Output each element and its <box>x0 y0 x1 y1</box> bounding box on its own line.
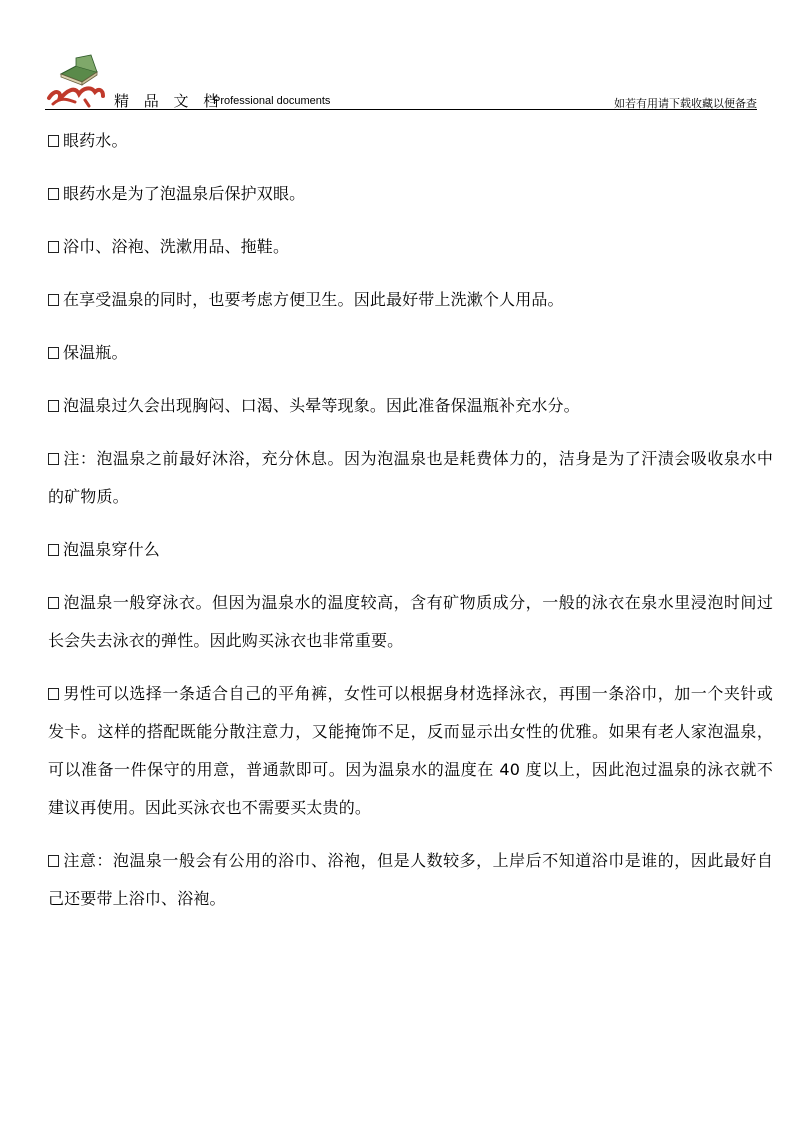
paragraph-text: 眼药水是为了泡温泉后保护双眼。 <box>63 184 306 203</box>
document-body <box>48 122 773 933</box>
paragraph-text: 注意：泡温泉一般会有公用的浴巾、浴袍，但是人数较多，上岸后不知道浴巾是谁的，因此最好自己还要带上浴巾、浴袍。 <box>48 851 773 908</box>
paragraph <box>48 675 773 827</box>
checkbox-glyph-icon <box>48 241 59 253</box>
checkbox-glyph-icon <box>48 597 59 609</box>
header-subtitle: Professional documents <box>213 95 331 107</box>
checkbox-glyph-icon <box>48 544 59 556</box>
paragraph <box>48 281 773 319</box>
paragraph <box>48 334 773 372</box>
book-logo-icon <box>45 52 107 108</box>
paragraph <box>48 175 773 213</box>
checkbox-glyph-icon <box>48 347 59 359</box>
checkbox-glyph-icon <box>48 400 59 412</box>
header-divider <box>45 109 757 110</box>
checkbox-glyph-icon <box>48 855 59 867</box>
paragraph-text: 泡温泉一般穿泳衣。但因为温泉水的温度较高，含有矿物质成分，一般的泳衣在泉水里浸泡时间过长会失去泳衣的弹性。因此购买泳衣也非常重要。 <box>48 593 773 650</box>
paragraph <box>48 387 773 425</box>
section-heading <box>48 531 773 569</box>
paragraph-text: 眼药水。 <box>63 131 128 150</box>
page-header <box>45 52 757 112</box>
paragraph <box>48 584 773 660</box>
paragraph-text: 泡温泉过久会出现胸闷、口渴、头晕等现象。因此准备保温瓶补充水分。 <box>63 396 580 415</box>
paragraph <box>48 440 773 516</box>
checkbox-glyph-icon <box>48 294 59 306</box>
paragraph-text: 保温瓶。 <box>63 343 128 362</box>
paragraph <box>48 122 773 160</box>
paragraph-text: 男性可以选择一条适合自己的平角裤，女性可以根据身材选择泳衣，再围一条浴巾，加一个夹针或发卡。这样的搭配既能分散注意力，又能掩饰不足，反而显示出女性的优雅。如果有老人家泡温泉，可以准备一件保守的用意，普通款即可。因为温泉水的温度在 40 度以上，因此泡过温泉的泳衣就不建议再使用。因此买泳衣也不需要买太贵的。 <box>48 684 773 817</box>
checkbox-glyph-icon <box>48 188 59 200</box>
paragraph-text: 浴巾、浴袍、洗漱用品、拖鞋。 <box>63 237 290 256</box>
paragraph-text: 注：泡温泉之前最好沐浴，充分休息。因为泡温泉也是耗费体力的，洁身是为了汗渍会吸收泉水中的矿物质。 <box>48 449 773 506</box>
checkbox-glyph-icon <box>48 453 59 465</box>
header-download-note: 如若有用请下载收藏以便备查 <box>614 97 757 110</box>
paragraph <box>48 228 773 266</box>
paragraph-text: 在享受温泉的同时，也要考虑方便卫生。因此最好带上洗漱个人用品。 <box>63 290 564 309</box>
paragraph <box>48 842 773 918</box>
header-title: 精 品 文 档 <box>114 92 224 110</box>
checkbox-glyph-icon <box>48 688 59 700</box>
heading-text: 泡温泉穿什么 <box>63 540 160 559</box>
checkbox-glyph-icon <box>48 135 59 147</box>
